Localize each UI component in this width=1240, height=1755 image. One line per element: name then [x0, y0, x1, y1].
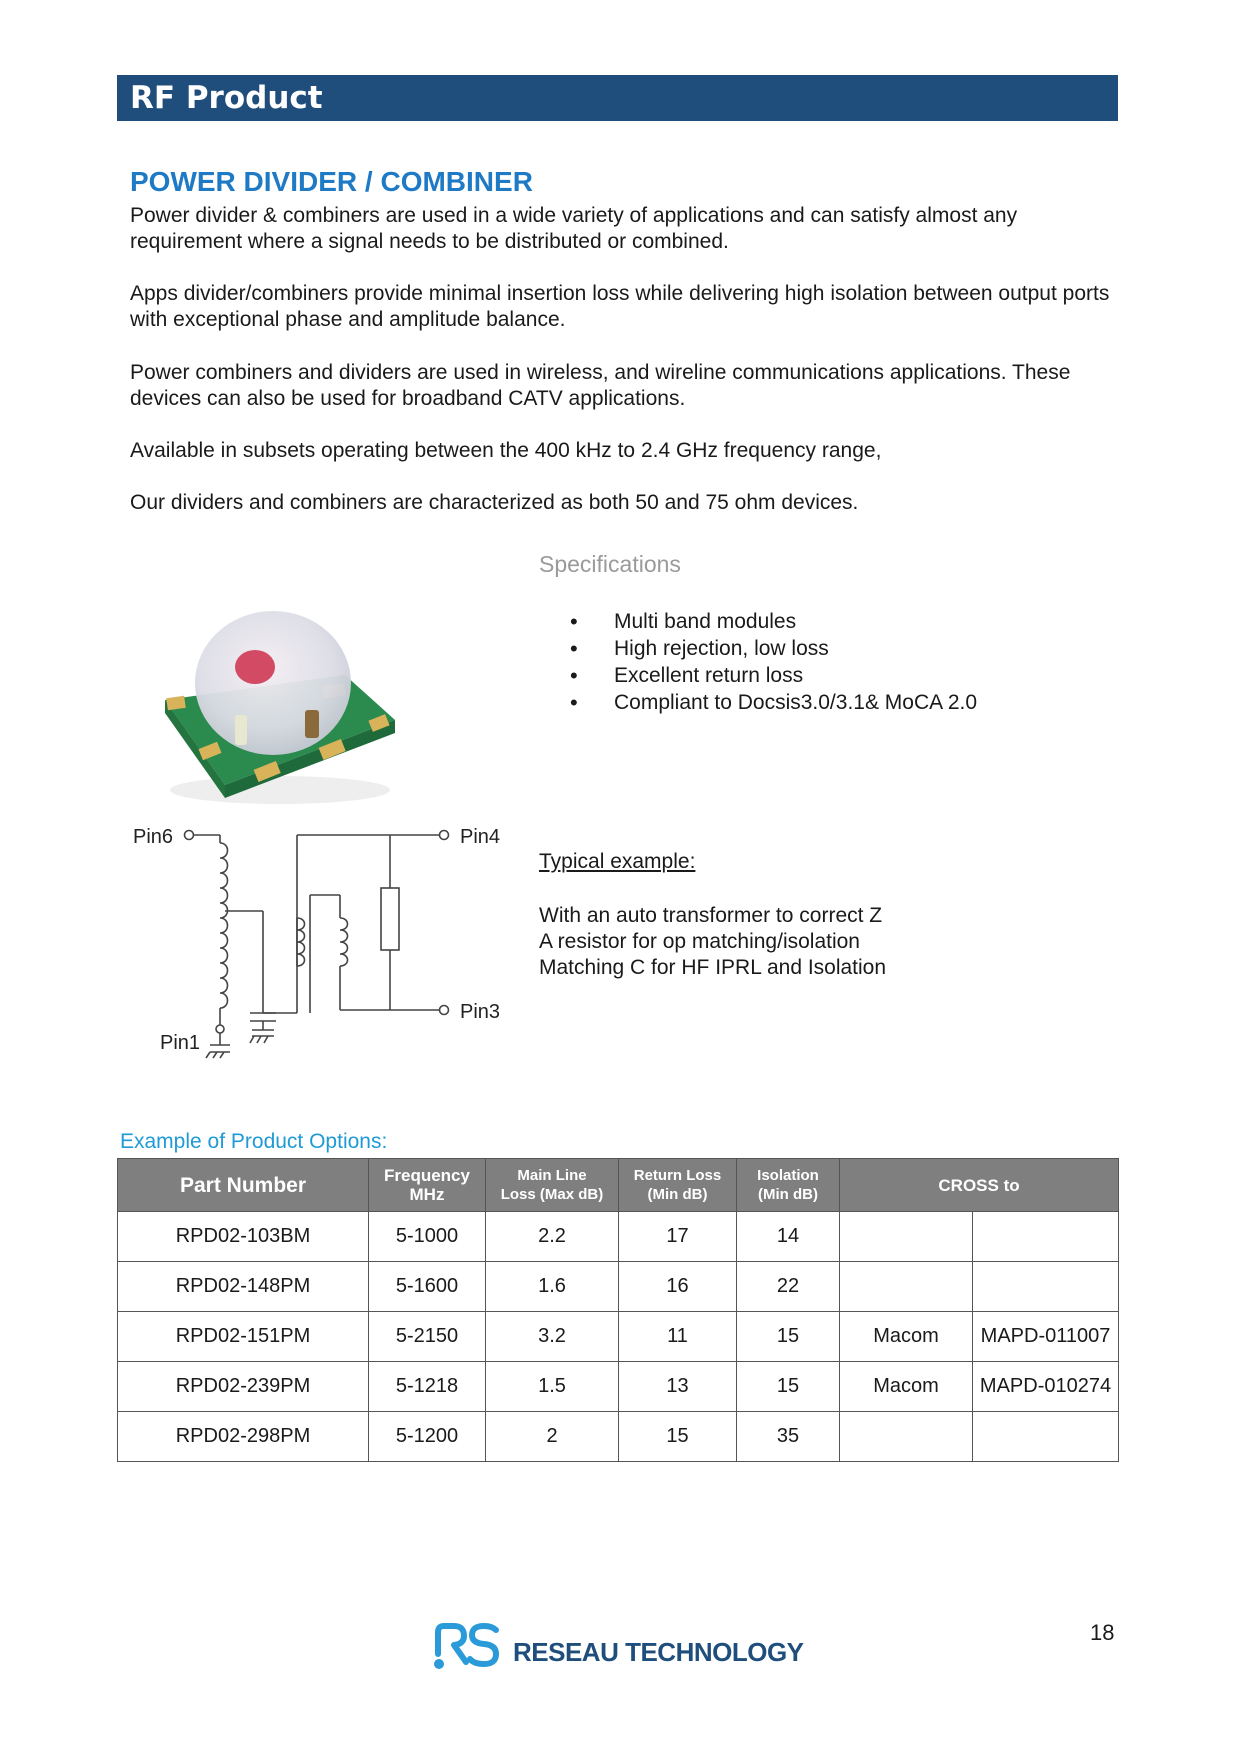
cell-cross-part: [973, 1212, 1119, 1262]
cell-cross-brand: Macom: [840, 1362, 973, 1412]
cell-cross-part: [973, 1262, 1119, 1312]
col-header-part-number: Part Number: [118, 1159, 369, 1212]
pin6-label: Pin6: [133, 826, 174, 848]
cell-return-loss: 11: [619, 1312, 737, 1362]
typical-example-line: A resistor for op matching/isolation: [539, 930, 860, 953]
cell-cross-part: MAPD-011007: [973, 1312, 1119, 1362]
table-row: [118, 1312, 1119, 1362]
typical-example-title: Typical example:: [539, 850, 696, 873]
paragraph-3: Power combiners and dividers are used in wireless, and wireline communications applications. These devices can also be used for broadband CATV applications.: [130, 361, 1071, 410]
header-bar: [117, 75, 1118, 121]
cell-cross-part: [973, 1412, 1119, 1462]
cell-main-line-loss: 3.2: [486, 1312, 619, 1362]
cell-isolation: 14: [737, 1212, 840, 1262]
cell-return-loss: 13: [619, 1362, 737, 1412]
cell-part-number: RPD02-103BM: [118, 1212, 369, 1262]
cell-part-number: RPD02-239PM: [118, 1362, 369, 1412]
options-title: Example of Product Options:: [120, 1130, 388, 1153]
pin1-label: Pin1: [160, 1032, 201, 1054]
cell-main-line-loss: 2: [486, 1412, 619, 1462]
paragraph-4: Available in subsets operating between the 400 kHz to 2.4 GHz frequency range,: [130, 439, 882, 462]
cell-isolation: 35: [737, 1412, 840, 1462]
cell-return-loss: 16: [619, 1262, 737, 1312]
col-header-main-line-loss: Main Line Loss (Max dB): [486, 1159, 619, 1212]
cell-return-loss: 15: [619, 1412, 737, 1462]
typical-example-line: With an auto transformer to correct Z: [539, 904, 883, 927]
table-header-row: [118, 1159, 1119, 1212]
cell-frequency: 5-1200: [369, 1412, 486, 1462]
cell-part-number: RPD02-151PM: [118, 1312, 369, 1362]
table-row: [118, 1212, 1119, 1262]
pin4-label: Pin4: [460, 826, 501, 848]
cell-isolation: 22: [737, 1262, 840, 1312]
col-header-return-loss: Return Loss (Min dB): [619, 1159, 737, 1212]
paragraph-1: Power divider & combiners are used in a wide variety of applications and can satisfy almost any requirement where a signal needs to be distributed or combined.: [130, 204, 1018, 253]
cell-frequency: 5-1218: [369, 1362, 486, 1412]
cell-main-line-loss: 1.5: [486, 1362, 619, 1412]
spec-item: • High rejection, low loss: [570, 635, 977, 662]
cell-isolation: 15: [737, 1312, 840, 1362]
pin3-label: Pin3: [460, 1001, 501, 1023]
cell-main-line-loss: 2.2: [486, 1212, 619, 1262]
spec-item: • Multi band modules: [570, 608, 977, 635]
product-options-table: [117, 1158, 1119, 1462]
specifications-title: Specifications: [539, 551, 681, 577]
cell-cross-brand: [840, 1262, 973, 1312]
cell-frequency: 5-1000: [369, 1212, 486, 1262]
table-row: [118, 1362, 1119, 1412]
table-row: [118, 1412, 1119, 1462]
cell-frequency: 5-1600: [369, 1262, 486, 1312]
col-header-cross: CROSS to: [840, 1159, 1119, 1212]
cell-cross-brand: [840, 1412, 973, 1462]
header-title: RF Product: [130, 80, 323, 116]
cell-cross-part: MAPD-010274: [973, 1362, 1119, 1412]
circuit-diagram: [130, 825, 530, 1075]
col-header-frequency: Frequency MHz: [369, 1159, 486, 1212]
company-logo-icon: [432, 1622, 502, 1672]
cell-return-loss: 17: [619, 1212, 737, 1262]
cell-cross-brand: Macom: [840, 1312, 973, 1362]
table-row: [118, 1262, 1119, 1312]
cell-cross-brand: [840, 1212, 973, 1262]
spec-item: • Compliant to Docsis3.0/3.1& MoCA 2.0: [570, 689, 977, 716]
cell-isolation: 15: [737, 1362, 840, 1412]
paragraph-2: Apps divider/combiners provide minimal insertion loss while delivering high isolation between output ports with exceptional phase and amplitude balance.: [130, 282, 1110, 331]
company-logo-text: RESEAU TECHNOLOGY: [513, 1637, 804, 1667]
specifications-list: [570, 608, 977, 716]
page-number: 18: [1090, 1620, 1115, 1645]
cell-main-line-loss: 1.6: [486, 1262, 619, 1312]
section-title: POWER DIVIDER / COMBINER: [130, 166, 533, 197]
cell-part-number: RPD02-298PM: [118, 1412, 369, 1462]
paragraph-5: Our dividers and combiners are characterized as both 50 and 75 ohm devices.: [130, 491, 859, 514]
cell-part-number: RPD02-148PM: [118, 1262, 369, 1312]
col-header-isolation: Isolation (Min dB): [737, 1159, 840, 1212]
product-photo: [155, 605, 405, 810]
typical-example-line: Matching C for HF IPRL and Isolation: [539, 956, 887, 979]
cell-frequency: 5-2150: [369, 1312, 486, 1362]
spec-item: • Excellent return loss: [570, 662, 977, 689]
